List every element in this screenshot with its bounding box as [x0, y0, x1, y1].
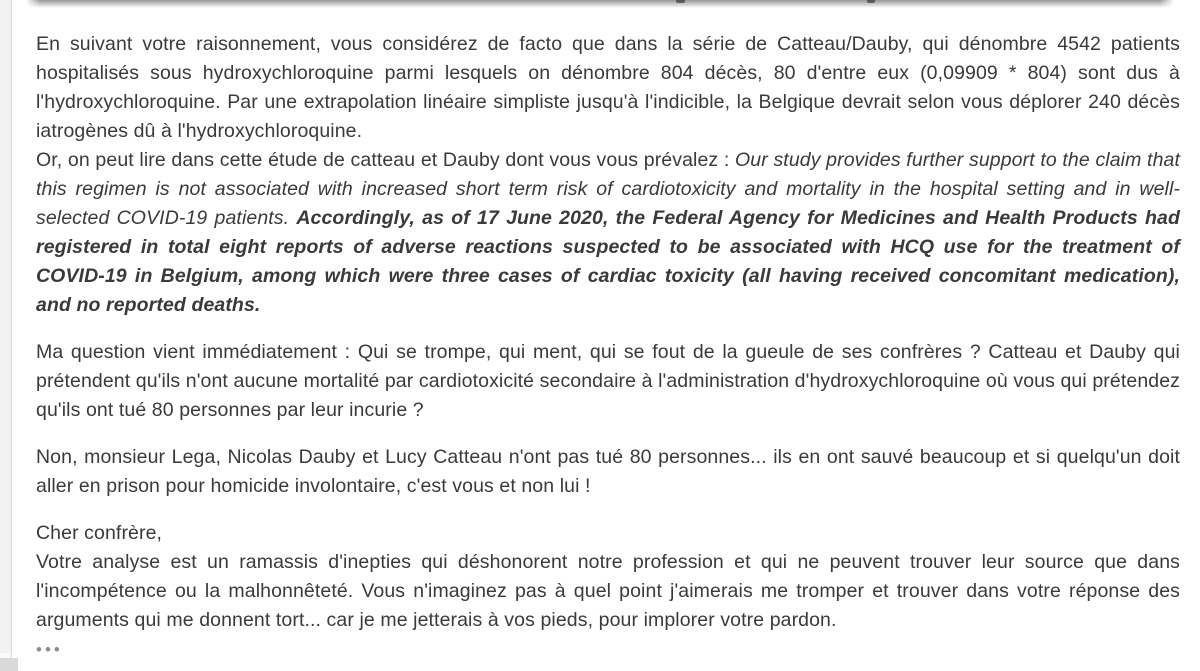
text-segment: Cher confrère, [36, 522, 163, 544]
ellipsis-icon[interactable]: ••• [36, 640, 63, 659]
paragraph [36, 519, 1180, 635]
paragraph [36, 30, 1180, 320]
text-segment: Accordingly, as of 17 June 2020, the Federal Agency for Medicines and Health Products had registered in total eight reports of adverse reactions suspected to be associated with HCQ use for the treatment of COVID-19 in Belgium, among which were three cases of cardiac toxicity (all having received concomitant medication), and no reported deaths. [36, 207, 1180, 316]
post-body [12, 0, 1200, 671]
text-segment: En suivant votre raisonnement, vous considérez de facto que dans la série de Catteau/Dauby, qui dénombre 4542 patients hospitalisés sous hydroxychloroquine parmi lesquels on dénombre 804 décès, 80 d'entre eux (0,09909 * 804) sont dus à l'hydroxychloroquine. Par une extrapolation linéaire simpliste jusqu'à l'indicible, la Belgique devrait selon vous déplorer 240 décès iatrogènes dû à l'hydroxychloroquine. [36, 33, 1180, 142]
text-segment: Votre analyse est un ramassis d'inepties qui déshonorent notre profession et qui ne peuvent trouver leur source que dans l'incompétence ou la malhonnêteté. Vous n'imaginez pas à quel point j'aimerais me tromper et trouver dans votre réponse des arguments qui me donnent tort... car je me jetterais à vos pieds, pour implorer votre pardon. [36, 551, 1180, 631]
text-segment: Our study provides further support to the claim that this regimen is not associated with increased short term risk of cardiotoxicity and mortality in the hospital setting and in well-selected COVID-19 patients. [36, 149, 1180, 229]
text-segment: Non, monsieur Lega, Nicolas Dauby et Lucy Catteau n'ont pas tué 80 personnes... ils en ont sauvé beaucoup et si quelqu'un doit aller en prison pour homicide involontaire, c'est vous et non lui ! [36, 446, 1180, 497]
post-text [36, 30, 1180, 635]
left-gutter [0, 0, 12, 671]
text-segment: Or, on peut lire dans cette étude de catteau et Dauby dont vous vous prévalez : [36, 149, 736, 171]
text-segment: Ma question vient immédiatement : Qui se trompe, qui ment, qui se fout de la gueule de ses confrères ? Catteau et Dauby qui prétendent qu'ils n'ont aucune mortalité par cardiotoxicité secondaire à l'administration d'hydroxychloroquine où vous qui prétendez qu'ils ont tué 80 personnes par leur incurie ? [36, 341, 1180, 421]
paragraph [36, 338, 1180, 425]
paragraph [36, 443, 1180, 501]
